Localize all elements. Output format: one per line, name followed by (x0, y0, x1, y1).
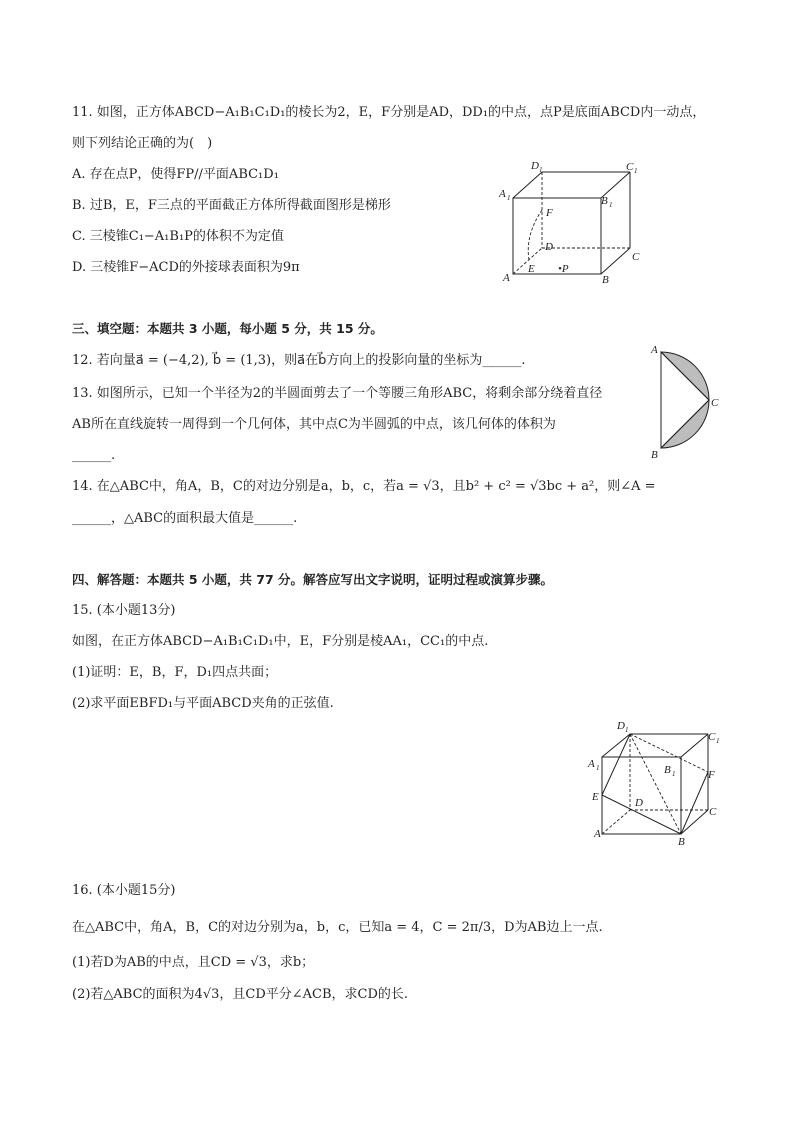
label-P: •P (558, 263, 569, 275)
label-B: B (678, 836, 685, 848)
label-C1: C (626, 161, 634, 173)
q15-stem: 如图，在正方体ABCD−A₁B₁C₁D₁中，E，F分别是棱AA₁，CC₁的中点. (72, 634, 489, 649)
label-B1-sub: 1 (672, 770, 676, 778)
q15-part1: (1)证明：E，B，F，D₁四点共面； (72, 665, 278, 680)
label-C1: C (708, 731, 716, 743)
q11-stem-line2: 则下列结论正确的为( ) (72, 136, 213, 151)
label-D1-sub: 1 (539, 166, 543, 174)
label-D1: D (617, 720, 625, 732)
q13-line2: AB所在直线旋转一周得到一个几何体，其中点C为半圆弧的中点，该几何体的体积为 (72, 417, 556, 432)
q16-title: 16. (本小题15分) (72, 883, 176, 898)
section4-header: 四、解答题：本题共 5 小题，共 77 分。解答应写出文字说明，证明过程或演算步骤。 (72, 572, 554, 587)
label-C: C (711, 397, 719, 409)
q11-option-c: C. 三棱锥C₁−A₁B₁P的体积不为定值 (72, 229, 284, 244)
label-A1: A (588, 758, 595, 770)
label-A: A (594, 828, 601, 840)
q11-option-d: D. 三棱锥F−ACD的外接球表面积为9π (72, 260, 300, 275)
q15-part2: (2)求平面EBFD₁与平面ABCD夹角的正弦值. (72, 696, 334, 711)
label-A1-sub: 1 (596, 764, 600, 772)
q16-part1: (1)若D为AB的中点，且CD = √3，求b； (72, 955, 315, 970)
label-D: D (545, 241, 553, 253)
q11-cube-figure (495, 155, 650, 290)
q13-line3: ______. (72, 448, 116, 463)
section3-header: 三、填空题：本题共 3 小题，每小题 5 分，共 15 分。 (72, 321, 383, 336)
label-A1-sub: 1 (507, 194, 511, 202)
label-E: E (592, 791, 599, 803)
q11-option-a: A. 存在点P，使得FP//平面ABC₁D₁ (72, 167, 279, 182)
q15-title: 15. (本小题13分) (72, 603, 176, 618)
q16-part2: (2)若△ABC的面积为4√3，且CD平分∠ACB，求CD的长. (72, 987, 409, 1002)
label-D1-sub: 1 (625, 726, 629, 734)
label-B: B (651, 449, 658, 461)
label-F: F (708, 769, 715, 781)
label-C: C (632, 251, 640, 263)
label-D: D (635, 797, 643, 809)
label-B1: B (664, 764, 671, 776)
label-F: F (546, 207, 553, 219)
label-C1-sub: 1 (634, 167, 638, 175)
label-B1: B (601, 195, 608, 207)
q13-line1: 13. 如图所示，已知一个半径为2的半圆面剪去了一个等腰三角形ABC，将剩余部分绕着直径 (72, 386, 603, 401)
label-B: B (602, 274, 609, 286)
label-C1-sub: 1 (716, 737, 720, 745)
label-A1: A (499, 188, 506, 200)
q15-cube-figure (585, 712, 730, 852)
label-B1-sub: 1 (609, 201, 613, 209)
label-C: C (709, 806, 717, 818)
label-E: E (528, 263, 535, 275)
label-D1: D (531, 160, 539, 172)
label-A: A (651, 344, 658, 356)
q13-semicircle-figure (645, 340, 725, 465)
q12-text: 12. 若向量a⃗ = (−4,2), b⃗ = (1,3)，则a⃗在b⃗方向上的投影向量的坐标为______. (72, 353, 526, 368)
q11-option-b: B. 过B，E，F三点的平面截正方体所得截面图形是梯形 (72, 198, 391, 213)
q14-line2: ______，△ABC的面积最大值是______. (72, 511, 298, 526)
q11-stem-line1: 11. 如图，正方体ABCD−A₁B₁C₁D₁的棱长为2，E，F分别是AD，DD₁的中点，点P是底面ABCD内一动点， (72, 105, 706, 120)
q16-stem: 在△ABC中，角A，B，C的对边分别为a，b，c，已知a = 4，C = 2π/3，D为AB边上一点. (72, 920, 603, 935)
q14-line1: 14. 在△ABC中，角A，B，C的对边分别是a，b，c，若a = √3，且b² + c² = √3bc + a²，则∠A = (72, 479, 656, 494)
label-A: A (503, 272, 510, 284)
